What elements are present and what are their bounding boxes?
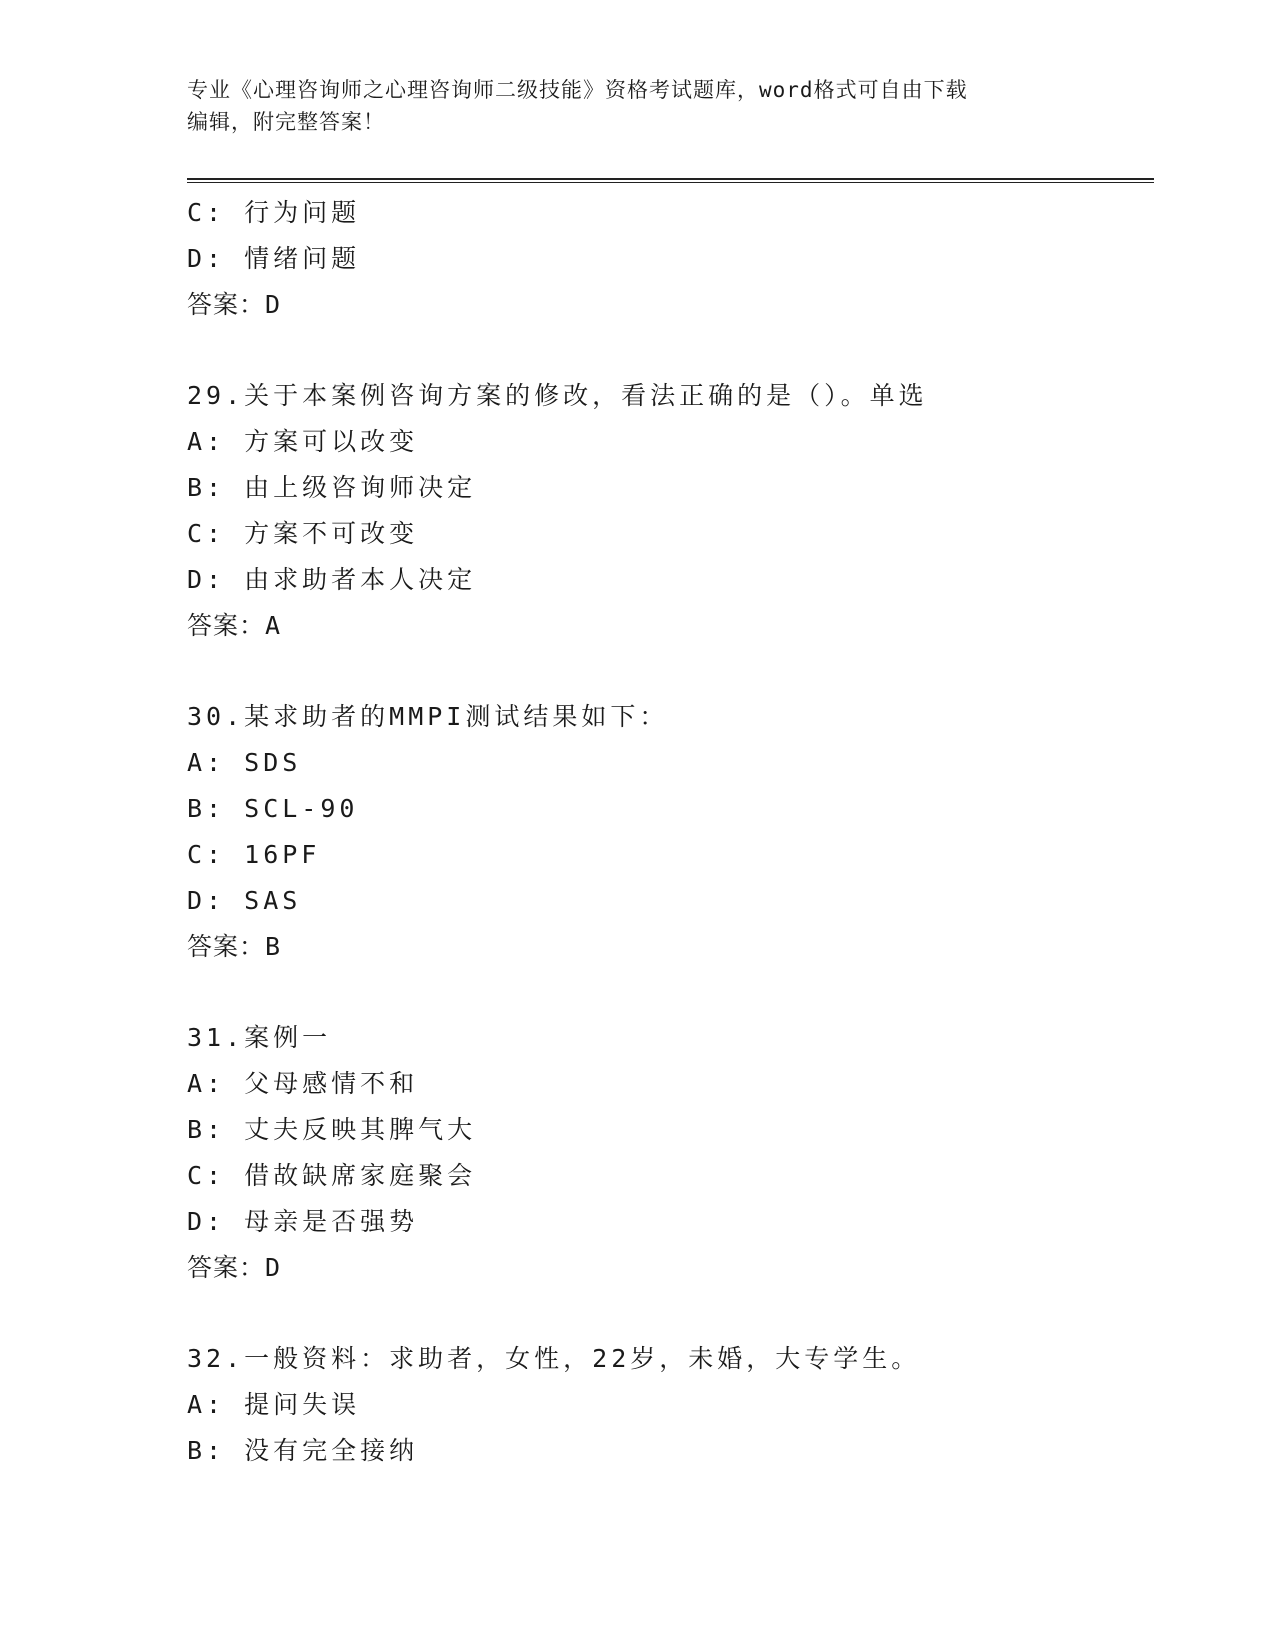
question-stem: 32.一般资料：求助者，女性，22岁，未婚，大专学生。 [187,1344,921,1373]
question-stem: 30.某求助者的MMPI测试结果如下： [187,702,669,731]
question-stem: 31.案例一 [187,1023,332,1052]
question-30 [187,694,1147,970]
header-line-1: 专业《心理咨询师之心理咨询师二级技能》资格考试题库，word格式可自由下载 [187,78,968,102]
option-a: A: 提问失误 [187,1390,361,1419]
option-a: A: SDS [187,748,302,777]
option-a: A: 父母感情不和 [187,1069,419,1098]
option-c: C: 方案不可改变 [187,519,419,548]
page-header [187,74,1087,138]
option-b: B: SCL-90 [187,794,359,823]
answer: 答案：D [187,290,282,319]
option-b: B: 丈夫反映其脾气大 [187,1115,477,1144]
question-stem: 29.关于本案例咨询方案的修改，看法正确的是（）。单选 [187,381,928,410]
answer: 答案：D [187,1253,282,1282]
option-c: C: 行为问题 [187,198,361,227]
question-continued [187,190,1147,328]
option-a: A: 方案可以改变 [187,427,419,456]
answer: 答案：A [187,611,282,640]
option-d: D: 由求助者本人决定 [187,565,477,594]
option-c: C: 借故缺席家庭聚会 [187,1161,477,1190]
question-list [187,190,1147,1474]
question-32 [187,1336,1147,1474]
option-d: D: 情绪问题 [187,244,361,273]
option-c: C: 16PF [187,840,321,869]
option-b: B: 没有完全接纳 [187,1436,419,1465]
header-line-2: 编辑，附完整答案！ [187,110,385,134]
option-d: D: 母亲是否强势 [187,1207,419,1236]
option-b: B: 由上级咨询师决定 [187,473,477,502]
question-29 [187,373,1147,649]
answer: 答案：B [187,932,282,961]
question-31 [187,1015,1147,1291]
header-divider [187,178,1154,183]
option-d: D: SAS [187,886,302,915]
